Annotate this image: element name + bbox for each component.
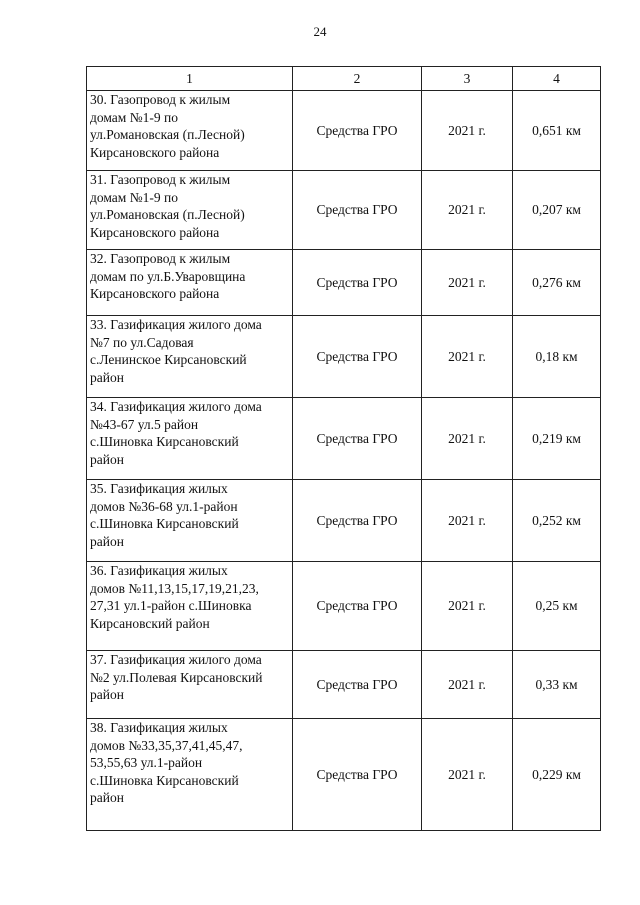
object-name-line: с.Шиновка Кирсановский <box>90 516 239 531</box>
funding-source-cell: Средства ГРО <box>293 171 422 250</box>
year-cell: 2021 г. <box>422 91 513 171</box>
object-name-line: №43-67 ул.5 район <box>90 416 199 432</box>
year-cell: 2021 г. <box>422 719 513 831</box>
length-cell: 0,219 км <box>513 398 601 480</box>
object-name-line: 38. Газификация жилых <box>90 720 228 735</box>
table-row <box>87 719 601 831</box>
header-col-3: 3 <box>422 67 513 91</box>
header-col-4: 4 <box>513 67 601 91</box>
object-name-line: район <box>90 451 124 467</box>
object-name-cell <box>87 250 293 316</box>
table-row <box>87 250 601 316</box>
object-name-line: 31. Газопровод к жилым <box>90 172 231 187</box>
object-name-line: 30. Газопровод к жилым <box>90 92 231 107</box>
year-cell: 2021 г. <box>422 250 513 316</box>
funding-source-cell: Средства ГРО <box>293 719 422 831</box>
object-name-line: домам по ул.Б.Уваровщина <box>90 268 246 284</box>
object-name-line: с.Ленинское Кирсановский <box>90 352 247 367</box>
object-name-line: Кирсановского района <box>90 144 220 160</box>
object-name-line: район <box>90 790 124 805</box>
object-name-line: 34. Газификация жилого дома <box>90 399 262 414</box>
table-row <box>87 398 601 480</box>
table-row <box>87 91 601 171</box>
year-cell: 2021 г. <box>422 562 513 651</box>
year-cell: 2021 г. <box>422 651 513 719</box>
table-row <box>87 562 601 651</box>
table-row <box>87 651 601 719</box>
length-cell: 0,276 км <box>513 250 601 316</box>
object-name-cell <box>87 398 293 480</box>
length-cell: 0,252 км <box>513 480 601 562</box>
length-cell: 0,651 км <box>513 91 601 171</box>
object-name-line: домам №1-9 по <box>90 189 178 205</box>
funding-source-cell: Средства ГРО <box>293 562 422 651</box>
length-cell: 0,25 км <box>513 562 601 651</box>
object-name-line: район <box>90 687 124 702</box>
object-name-line: с.Шиновка Кирсановский <box>90 772 239 788</box>
funding-source-cell: Средства ГРО <box>293 316 422 398</box>
object-name-line: ул.Романовская (п.Лесной) <box>90 127 245 142</box>
length-cell: 0,229 км <box>513 719 601 831</box>
funding-source-cell: Средства ГРО <box>293 398 422 480</box>
length-cell: 0,33 км <box>513 651 601 719</box>
object-name-line: 27,31 ул.1-район с.Шиновка <box>90 598 252 613</box>
object-name-line: район <box>90 533 124 549</box>
object-name-line: Кирсановского района <box>90 224 220 240</box>
object-name-cell <box>87 562 293 651</box>
funding-source-cell: Средства ГРО <box>293 651 422 719</box>
objects-table <box>86 66 601 831</box>
object-name-line: домам №1-9 по <box>90 109 178 125</box>
object-name-cell <box>87 480 293 562</box>
object-name-line: 32. Газопровод к жилым <box>90 251 231 266</box>
table-row <box>87 171 601 250</box>
table-header-row <box>87 67 601 91</box>
object-name-line: с.Шиновка Кирсановский <box>90 434 239 449</box>
object-name-cell <box>87 316 293 398</box>
object-name-line: 33. Газификация жилого дома <box>90 317 262 332</box>
object-name-line: №7 по ул.Садовая <box>90 334 194 350</box>
length-cell: 0,18 км <box>513 316 601 398</box>
year-cell: 2021 г. <box>422 316 513 398</box>
object-name-line: 37. Газификация жилого дома <box>90 652 262 667</box>
object-name-cell <box>87 171 293 250</box>
object-name-line: ул.Романовская (п.Лесной) <box>90 207 245 222</box>
object-name-line: домов №36-68 ул.1-район <box>90 498 238 514</box>
funding-source-cell: Средства ГРО <box>293 250 422 316</box>
object-name-cell <box>87 91 293 171</box>
object-name-cell <box>87 719 293 831</box>
funding-source-cell: Средства ГРО <box>293 91 422 171</box>
object-name-line: №2 ул.Полевая Кирсановский <box>90 669 263 685</box>
year-cell: 2021 г. <box>422 171 513 250</box>
object-name-line: 53,55,63 ул.1-район <box>90 755 203 770</box>
year-cell: 2021 г. <box>422 480 513 562</box>
object-name-line: 36. Газификация жилых <box>90 563 228 578</box>
year-cell: 2021 г. <box>422 398 513 480</box>
object-name-cell <box>87 651 293 719</box>
object-name-line: домов №11,13,15,17,19,21,23, <box>90 580 259 596</box>
funding-source-cell: Средства ГРО <box>293 480 422 562</box>
object-name-line: Кирсановского района <box>90 286 220 301</box>
object-name-line: домов №33,35,37,41,45,47, <box>90 737 243 753</box>
table-body <box>87 91 601 831</box>
table-row <box>87 316 601 398</box>
object-name-line: Кирсановский район <box>90 615 210 631</box>
object-name-line: район <box>90 369 124 385</box>
table-row <box>87 480 601 562</box>
header-col-2: 2 <box>293 67 422 91</box>
page-number: 24 <box>313 24 327 39</box>
header-col-1: 1 <box>87 67 293 91</box>
object-name-line: 35. Газификация жилых <box>90 481 228 496</box>
length-cell: 0,207 км <box>513 171 601 250</box>
